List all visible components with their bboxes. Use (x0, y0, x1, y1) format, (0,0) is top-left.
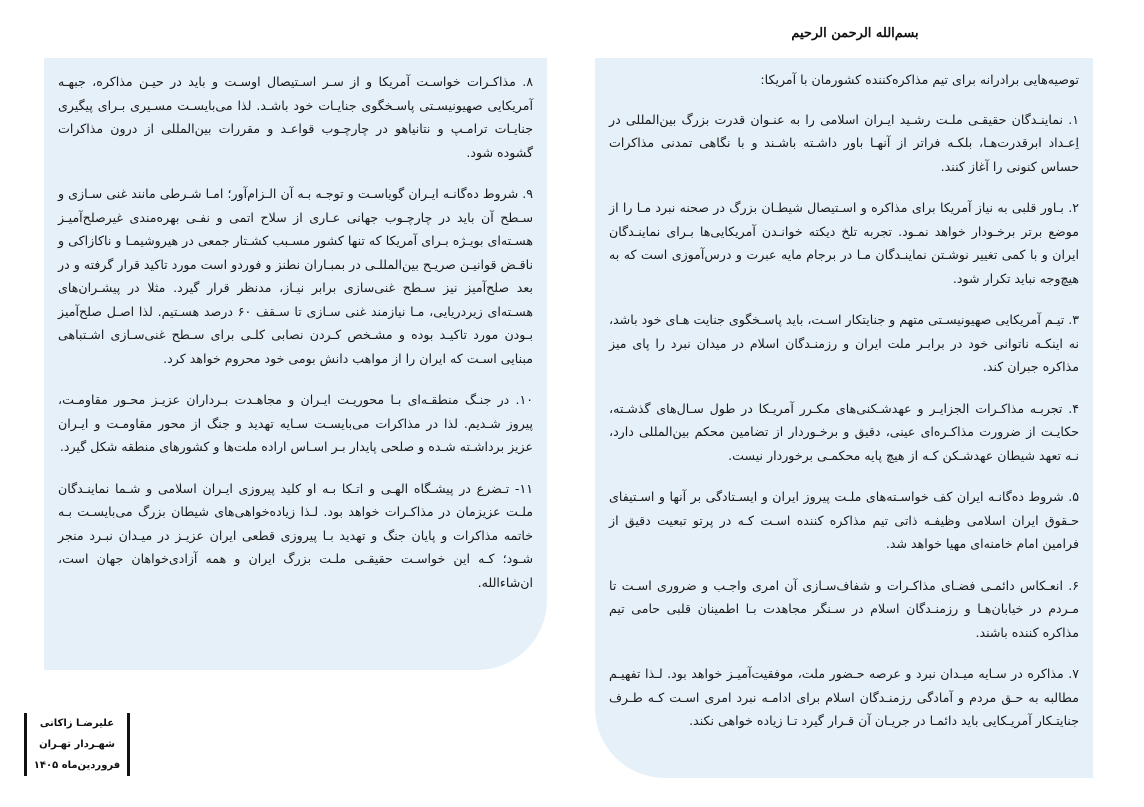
recommendation-4: ۴. تجربـه مذاکـرات الجزایـر و عهدشـکنی‌های مکـرر آمریـکا در طول سـال‌های گذشـته، حکایـت از ضرورت مذاکـره‌ای عینی، دقیق و برخـوردار از تضامین محکم بین‌المللی دارد، نـه تعهد شیطان عهدشـکن کـه از هیچ پایه محکمـی برخوردار نیست. (609, 400, 1079, 463)
left-column-panel (44, 58, 547, 670)
recommendation-6: ۶. انعـکاس دائمـی فضـای مذاکـرات و شفاف‌سـازی آن امری واجـب و ضروری اسـت تا مـردم در خیابان‌هـا و رزمنـدگان اسلام در سـنگر مجاهدت بـا اطمینان قلبی حامی تیم مذاکره کننده باشند. (609, 577, 1079, 640)
recommendation-9: ۹. شروط ده‌گانـه ایـران گویاسـت و توجـه بـه آن الـزام‌آور؛ امـا شـرطی مانند غنی سـازی و سـطح آن باید در چارچـوب جهانی عـاری از سلاح اتمی و نفـی بهره‌مندی غیرصلح‌آمیـز هسـته‌ای بویـژه بـرای آمریکا که تنها کشور مسـبب کشـتار جمعی در هیروشیمـا و ناکازاکی و ناقـض قوانیـن صریـح بین‌المللـی در بمبـاران نطنز و فوردو است مورد تاکید قرار گرفته و در بعد صلح‌آمیز نیز سـطح غنی‌سازی برابر نیـاز، مدنظر قرار گیرد. مثلا در پیشـران‌های هسـته‌ای زیردریایی، مـا نیازمند غنی سـازی تا سـقف ۶۰ درصد هسـتیم. لذا اصـل صلح‌آمیز بـودن مورد تاکیـد بوده و مشـخص کـردن نصابی کلـی برای سـطح غنی‌سـازی اشـتباهی مبنایی اسـت که ایران را از مواهب دانش بومی خود محروم خواهد کرد. (58, 186, 533, 366)
signature-date: فروردین‌ماه ۱۴۰۵ (33, 760, 121, 771)
intro-text: توصیه‌هایی برادرانه برای تیم مذاکره‌کننده کشورمان با آمریکا: (760, 72, 1079, 87)
recommendation-11: ۱۱- تـضرع در پیشـگاه الهـی و اتـکا بـه او کلید پیروزی ایـران اسلامی و شـما نماینـدگان ملـت عزیزمان در مذاکـرات خواهد بود. لـذا زیاده‌خواهی‌های شیطان بزرگ می‌بایسـت بـه خاتمه مذاکرات و پایان جنگ و تهدید بـا پیروزی قطعی ایران عزیـز در میـدان نبـرد منجر شـود؛ کـه این خواسـت حقیقـی ملـت بزرگ ایران و همه آزادی‌خواهان جهان است، ان‌شاءالله. (58, 480, 533, 590)
recommendation-8: ۸. مذاکـرات خواسـت آمریکا و از سـر اسـتیصال اوسـت و باید در حیـن مذاکره، جبهـه آمریکایی صهیونیسـتی پاسـخگوی جنایـات خود باشـد. لذا می‌بایسـت مسـیری بـرای پیگیری جنایـات ترامـپ و نتانیاهو در چارچـوب قواعـد و مقررات بین‌المللی از درون مذاکرات گشوده شود. (58, 74, 533, 160)
recommendation-2: ۲. بـاور قلبی به نیاز آمریکا برای مذاکره و اسـتیصال شیطـان بزرگ در صحنه نبرد مـا را از موضع برتر برخـودار خواهد نمـود. تجربه تلخ دیکته خوانـدن آمریکایی‌ها بـرای نماینـدگان ایران و با کمی تغییر نوشـتن نماینـدگان مـا در برجام مایه عبرت و درس‌آموزی است که به هیچ‌وجه نباید تکرار شود. (609, 200, 1079, 286)
recommendation-5: ۵. شروط ده‌گانـه ایران کف خواسـته‌های ملـت پیروز ایران و ایسـتادگی بر آنها و اسـتیفای حـقوق ایران اسلامی وظیفـه ذاتی تیم مذاکره کننده اسـت کـه در پرتو تبعیت دقیق از فرامین امام خامنه‌ای مهیا خواهد شد. (609, 489, 1079, 551)
recommendation-1: ۱. نماینـدگان حقیقـی ملـت رشـید ایـران اسلامی را به عنـوان قدرت بزرگ بین‌المللی در اِعـداد ابرقدرت‌هـا، بلکـه فراتر از آنهـا باور داشـته باشـند و با نگاهی تمدنی مذاکرات حساس کنونی را آغاز کنند. (609, 111, 1079, 174)
recommendation-3: ۳. تیـم آمریکایی صهیونیسـتی متهم و جنایتکار اسـت، باید پاسـخگوی جنایت هـای خود باشد، نه اینکـه ناتوانی خود در برابـر ملت ایران و رزمنـدگان اسلام در میدان نبرد را پای میز مذاکره جبران کند. (609, 312, 1079, 374)
signature-title: شهـردار تهـران (39, 739, 115, 750)
recommendation-7: ۷. مذاکره در سـایه میـدان نبرد و عرصه حـضور ملت، موفقیت‌آمیـز خواهد بود. لـذا تفهیـم مطالبه به حـق مردم و آمادگی رزمنـدگان اسلام برای ادامـه نبرد امری اسـت کـه طـرف جنایتـکار آمریـکایی باید دائمـا در جریـان آن قـرار گیرد تـا زیاده خواهی نکند. (609, 666, 1079, 728)
basmala-heading: بسم‌الله الرحمن الرحیم (791, 26, 919, 41)
right-column-panel (595, 58, 1093, 778)
signature-name: علیرضـا زاکانی (39, 718, 115, 729)
signature-block (24, 713, 130, 776)
recommendation-10: ۱۰. در جنـگ منطقـه‌ای بـا محوریـت ایـران و مجاهـدت بـرداران عزیـز محـور مقاومـت، پیروز شـدیم. لذا در مذاکرات می‌بایسـت سـایه تهدید و جنگ از محور مقاومـت و ایـران عزیز برداشـته شـده و صلحی پایدار بـر اسـاس اراده ملت‌ها و کشورهای منطقه شکل گیرد. (58, 392, 533, 454)
